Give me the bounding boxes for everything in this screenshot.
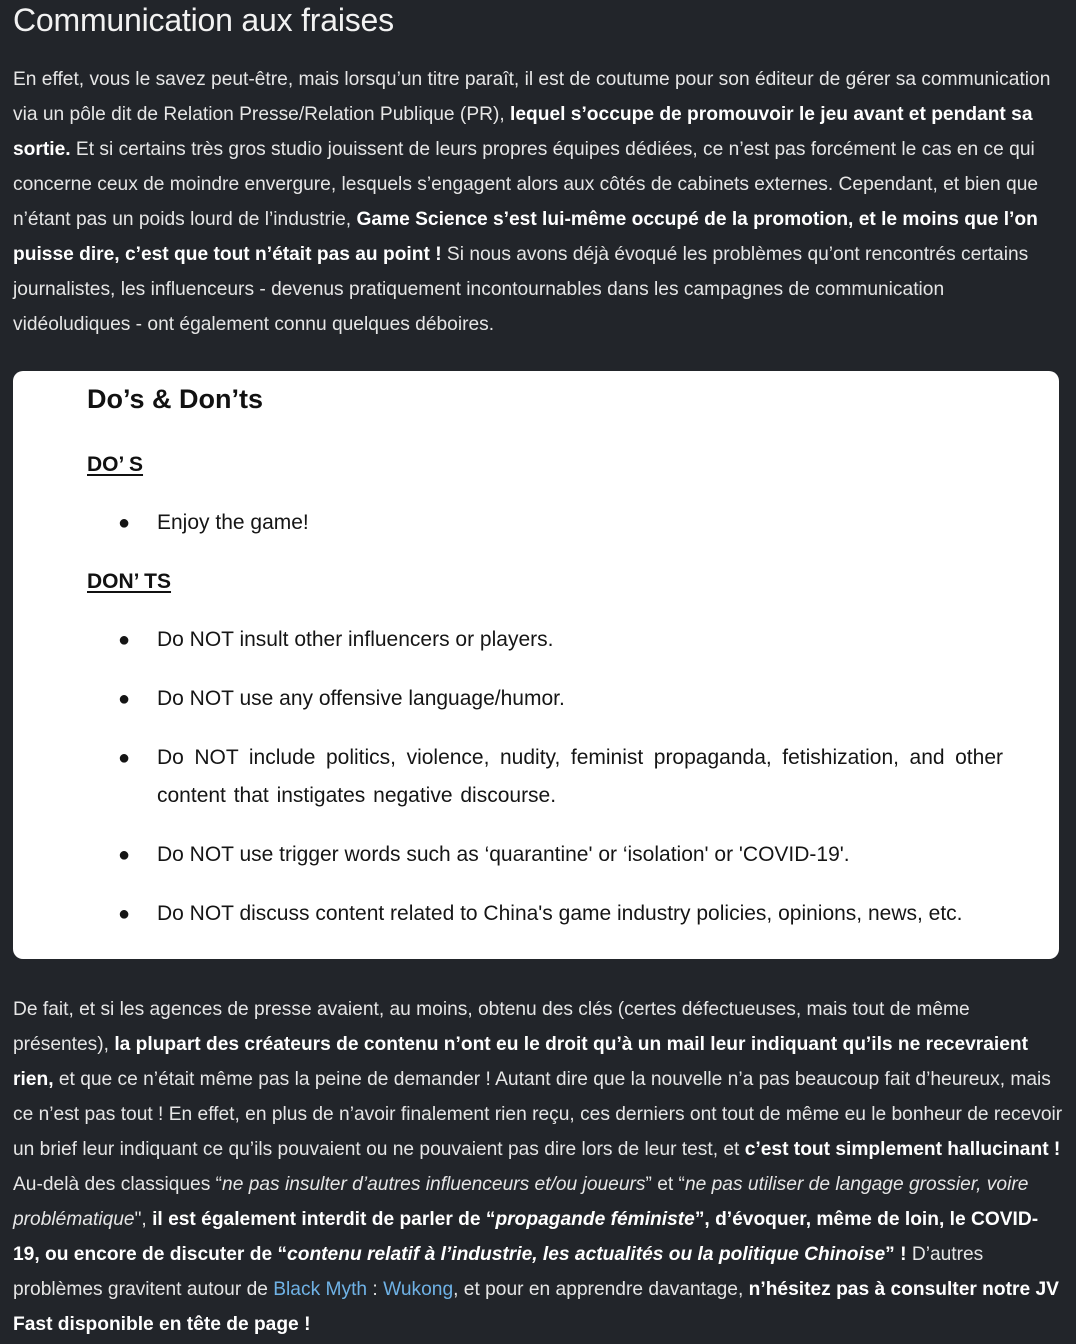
text-run: et que ce n’était même pas la peine de demander ! Autant dire que la nouvelle n’a pas beaucoup fait d’heureux, mais ce n’est pas tout ! En effet, en plus de n’avoir finalement rien reçu, ces derniers ont tout de même eu le bonheur de recevoir un brief leur indiquant ce qu’ils pouvaient ou ne pouvaient pas dire lors de leur test, et (13, 1069, 1063, 1160)
bullet-icon: ● (118, 629, 131, 651)
donts-item: ● Do NOT use trigger words such as ‘quarantine' or ‘isolation' or 'COVID-19'. (123, 836, 1003, 874)
text-run: ", (134, 1209, 153, 1230)
text-run: ne pas utiliser de langage grossier, voire problématique (13, 1174, 1029, 1230)
text-run: lequel s’occupe de promouvoir le jeu avant et pendant sa sortie. (13, 104, 1033, 160)
text-run: De fait, et si les agences de presse avaient, au moins, obtenu des clés (certes défectueuses, mais tout de même présentes), (13, 999, 970, 1055)
dos-heading: DO’ S (87, 453, 144, 476)
text-run: ” et “ (645, 1174, 685, 1195)
text-run: Si nous avons déjà évoqué les problèmes qu’ont rencontrés certains journalistes, les influenceurs - devenus pratiquement incontournables dans les campagnes de communication vidéoludiques - ont également connu quelques déboires. (13, 244, 1029, 335)
text-run: il est également interdit de parler de “ (152, 1209, 496, 1230)
text-run: ne pas insulter d’autres influenceurs et/ou joueurs (222, 1174, 646, 1195)
text-run: Game Science s’est lui-même occupé de la promotion, et le moins que l’on puisse dire, c’est que tout n’était pas au point ! (13, 209, 1038, 265)
text-run: c’est tout simplement hallucinant ! (744, 1139, 1061, 1160)
dos-item: ● Enjoy the game! (123, 504, 1003, 542)
text-run: contenu relatif à l’industrie, les actualités ou la politique Chinoise (287, 1244, 886, 1265)
dos-donts-image (13, 371, 1059, 959)
donts-item: ● Do NOT include politics, violence, nudity, feminist propaganda, fetishization, and other content that instigates negative discourse. (123, 739, 1003, 815)
text-run: D’autres problèmes gravitent autour de (13, 1244, 984, 1300)
inline-link[interactable]: Black Myth (273, 1279, 368, 1300)
text-run: ”, d’évoquer, même de loin, le COVID-19, ou encore de discuter de “ (13, 1209, 1039, 1265)
text-run: , et pour en apprendre davantage, (453, 1279, 749, 1300)
bullet-icon: ● (118, 844, 131, 866)
donts-item: ● Do NOT use any offensive language/humor. (123, 680, 1003, 718)
bullet-icon: ● (118, 512, 131, 534)
inline-link[interactable]: Wukong (383, 1279, 454, 1300)
text-run: Et si certains très gros studio jouissent de leurs propres équipes dédiées, ce n’est pas forcément le cas en ce qui concerne ceux de moindre envergure, lesquels s’engagent alors aux côtés de cabinets externes. Cependant, et bien que n’étant pas un poids lourd de l’industrie, (13, 139, 1039, 230)
donts-item: ● Do NOT insult other influencers or players. (123, 621, 1003, 659)
text-run: ” ! (885, 1244, 907, 1265)
guidelines-title: Do’s & Don’ts (87, 384, 264, 414)
text-run: En effet, vous le savez peut-être, mais lorsqu’un titre paraît, il est de coutume pour son éditeur de gérer sa communication via un pôle dit de Relation Presse/Relation Publique (PR), (13, 69, 1051, 125)
paragraph-followup (13, 992, 1063, 1342)
donts-item: ● Do NOT discuss content related to China's game industry policies, opinions, news, etc. (123, 895, 1003, 933)
text-run: Au-delà des classiques “ (13, 1174, 223, 1195)
text-run: : (367, 1279, 384, 1300)
text-run: propagande féministe (495, 1209, 695, 1230)
text-run: la plupart des créateurs de contenu n’ont eu le droit qu’à un mail leur indiquant qu’ils ne recevraient rien, (13, 1034, 1029, 1090)
bullet-icon: ● (118, 747, 131, 769)
bullet-icon: ● (118, 903, 131, 925)
section-heading: Communication aux fraises (13, 2, 394, 38)
donts-heading: DON’ TS (87, 570, 172, 593)
paragraph-intro (13, 62, 1063, 342)
bullet-icon: ● (118, 688, 131, 710)
text-run: n’hésitez pas à consulter notre JV Fast disponible en tête de page ! (13, 1279, 1059, 1335)
